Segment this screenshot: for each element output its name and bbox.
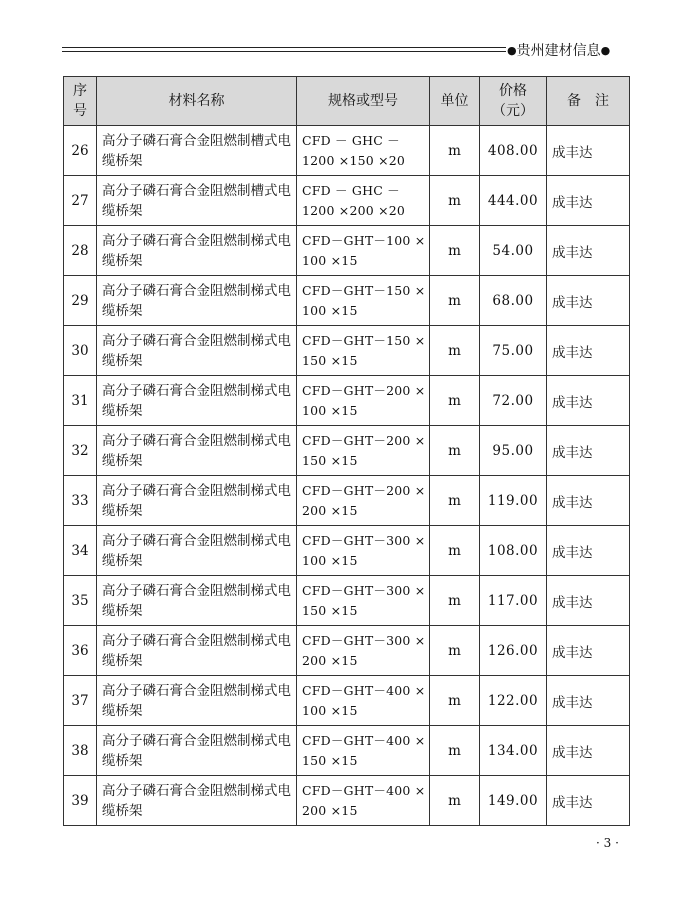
table-row [64, 476, 630, 526]
material-name-cell: 高分子磷石膏合金阻燃制梯式电缆桥架 [97, 626, 297, 676]
table-header-row [64, 77, 630, 126]
unit-cell: m [430, 276, 480, 326]
unit-cell: m [430, 676, 480, 726]
material-name-cell: 高分子磷石膏合金阻燃制梯式电缆桥架 [97, 526, 297, 576]
table-row [64, 776, 630, 826]
row-number-cell: 35 [64, 576, 97, 626]
table-row [64, 276, 630, 326]
table-row [64, 326, 630, 376]
material-name-cell: 高分子磷石膏合金阻燃制梯式电缆桥架 [97, 676, 297, 726]
bullet-icon: ● [507, 44, 517, 57]
material-name-cell: 高分子磷石膏合金阻燃制梯式电缆桥架 [97, 326, 297, 376]
price-table [63, 76, 630, 826]
price-cell: 75.00 [480, 326, 547, 376]
bullet-icon: ● [600, 44, 611, 57]
remark-cell: 成丰达 [547, 376, 630, 426]
unit-cell: m [430, 776, 480, 826]
row-number-cell: 34 [64, 526, 97, 576]
remark-cell: 成丰达 [547, 726, 630, 776]
price-cell: 108.00 [480, 526, 547, 576]
table-row [64, 126, 630, 176]
col-header-no: 序 号 [64, 77, 97, 126]
material-name-cell: 高分子磷石膏合金阻燃制梯式电缆桥架 [97, 726, 297, 776]
row-number-cell: 31 [64, 376, 97, 426]
price-cell: 117.00 [480, 576, 547, 626]
col-header-spec: 规格或型号 [297, 77, 430, 126]
spec-model-cell: CFD－GHT－300 × 200 ×15 [297, 626, 430, 676]
unit-cell: m [430, 526, 480, 576]
table-row [64, 576, 630, 626]
publication-name: 贵州建材信息 [516, 43, 601, 59]
table-row [64, 676, 630, 726]
remark-cell: 成丰达 [547, 426, 630, 476]
spec-model-cell: CFD－GHT－300 × 100 ×15 [297, 526, 430, 576]
price-cell: 122.00 [480, 676, 547, 726]
spec-model-cell: CFD－GHT－400 × 150 ×15 [297, 726, 430, 776]
material-name-cell: 高分子磷石膏合金阻燃制梯式电缆桥架 [97, 376, 297, 426]
spec-model-cell: CFD－GHT－400 × 100 ×15 [297, 676, 430, 726]
table-row [64, 226, 630, 276]
unit-cell: m [430, 426, 480, 476]
row-number-cell: 39 [64, 776, 97, 826]
material-name-cell: 高分子磷石膏合金阻燃制槽式电缆桥架 [97, 126, 297, 176]
price-cell: 95.00 [480, 426, 547, 476]
row-number-cell: 33 [64, 476, 97, 526]
spec-model-cell: CFD－GHT－200 × 150 ×15 [297, 426, 430, 476]
row-number-cell: 28 [64, 226, 97, 276]
unit-cell: m [430, 626, 480, 676]
remark-cell: 成丰达 [547, 576, 630, 626]
price-cell: 444.00 [480, 176, 547, 226]
price-cell: 134.00 [480, 726, 547, 776]
unit-cell: m [430, 476, 480, 526]
price-cell: 119.00 [480, 476, 547, 526]
table-row [64, 376, 630, 426]
spec-model-cell: CFD－GHT－400 × 200 ×15 [297, 776, 430, 826]
row-number-cell: 36 [64, 626, 97, 676]
material-name-cell: 高分子磷石膏合金阻燃制梯式电缆桥架 [97, 226, 297, 276]
material-name-cell: 高分子磷石膏合金阻燃制槽式电缆桥架 [97, 176, 297, 226]
price-cell: 72.00 [480, 376, 547, 426]
col-header-note: 备 注 [547, 77, 630, 126]
price-cell: 149.00 [480, 776, 547, 826]
unit-cell: m [430, 126, 480, 176]
price-cell: 54.00 [480, 226, 547, 276]
remark-cell: 成丰达 [547, 226, 630, 276]
spec-model-cell: CFD－GHT－150 × 150 ×15 [297, 326, 430, 376]
spec-model-cell: CFD － GHC － 1200 ×150 ×20 [297, 126, 430, 176]
material-name-cell: 高分子磷石膏合金阻燃制梯式电缆桥架 [97, 776, 297, 826]
price-cell: 126.00 [480, 626, 547, 676]
remark-cell: 成丰达 [547, 476, 630, 526]
row-number-cell: 37 [64, 676, 97, 726]
row-number-cell: 30 [64, 326, 97, 376]
table-row [64, 726, 630, 776]
unit-cell: m [430, 726, 480, 776]
table-row [64, 426, 630, 476]
price-cell: 68.00 [480, 276, 547, 326]
spec-model-cell: CFD－GHT－200 × 200 ×15 [297, 476, 430, 526]
material-name-cell: 高分子磷石膏合金阻燃制梯式电缆桥架 [97, 576, 297, 626]
spec-model-cell: CFD－GHT－200 × 100 ×15 [297, 376, 430, 426]
header-rule [62, 45, 506, 55]
unit-cell: m [430, 376, 480, 426]
unit-cell: m [430, 576, 480, 626]
table-row [64, 626, 630, 676]
material-name-cell: 高分子磷石膏合金阻燃制梯式电缆桥架 [97, 426, 297, 476]
material-name-cell: 高分子磷石膏合金阻燃制梯式电缆桥架 [97, 476, 297, 526]
remark-cell: 成丰达 [547, 326, 630, 376]
remark-cell: 成丰达 [547, 126, 630, 176]
material-name-cell: 高分子磷石膏合金阻燃制梯式电缆桥架 [97, 276, 297, 326]
row-number-cell: 38 [64, 726, 97, 776]
row-number-cell: 29 [64, 276, 97, 326]
row-number-cell: 27 [64, 176, 97, 226]
col-header-price: 价格 （元） [480, 77, 547, 126]
remark-cell: 成丰达 [547, 276, 630, 326]
spec-model-cell: CFD－GHT－100 × 100 ×15 [297, 226, 430, 276]
spec-model-cell: CFD－GHT－300 × 150 ×15 [297, 576, 430, 626]
remark-cell: 成丰达 [547, 526, 630, 576]
remark-cell: 成丰达 [547, 676, 630, 726]
remark-cell: 成丰达 [547, 626, 630, 676]
unit-cell: m [430, 176, 480, 226]
unit-cell: m [430, 226, 480, 276]
publication-title [507, 40, 610, 60]
remark-cell: 成丰达 [547, 776, 630, 826]
spec-model-cell: CFD － GHC － 1200 ×200 ×20 [297, 176, 430, 226]
row-number-cell: 26 [64, 126, 97, 176]
price-cell: 408.00 [480, 126, 547, 176]
col-header-name: 材料名称 [97, 77, 297, 126]
page-number: · 3 · [596, 836, 619, 850]
table-row [64, 176, 630, 226]
spec-model-cell: CFD－GHT－150 × 100 ×15 [297, 276, 430, 326]
col-header-unit: 单位 [430, 77, 480, 126]
row-number-cell: 32 [64, 426, 97, 476]
unit-cell: m [430, 326, 480, 376]
table-row [64, 526, 630, 576]
remark-cell: 成丰达 [547, 176, 630, 226]
